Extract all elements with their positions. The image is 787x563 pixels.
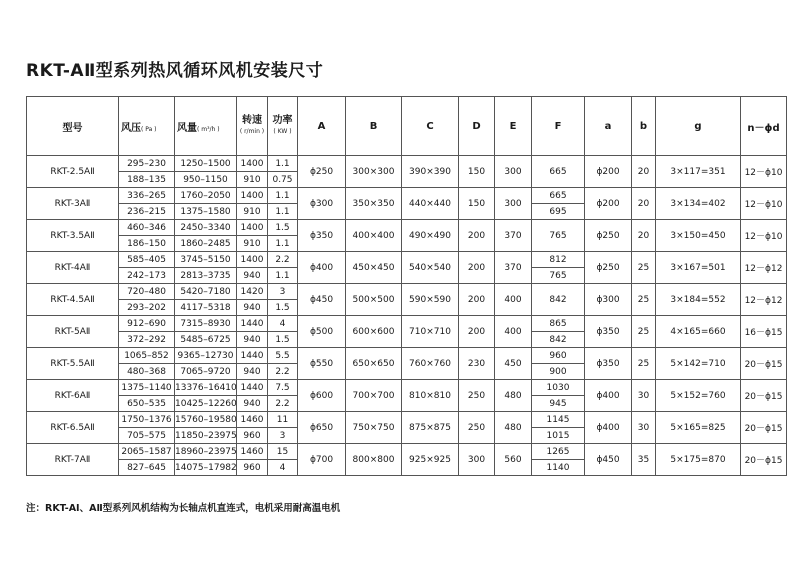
pressure-cell: 912–690 <box>119 316 175 332</box>
dim-F-cell: 1145 <box>532 412 585 428</box>
model-cell: RKT-6AⅡ <box>27 380 119 412</box>
speed-cell: 940 <box>237 300 268 316</box>
dim-C-cell: 925×925 <box>402 444 459 476</box>
dim-D-cell: 200 <box>459 252 495 284</box>
dim-a-cell: ϕ350 <box>585 348 632 380</box>
airflow-cell: 1860–2485 <box>175 236 237 252</box>
power-cell: 1.1 <box>268 156 298 172</box>
dim-b-cell: 30 <box>632 380 656 412</box>
dim-A-cell: ϕ550 <box>298 348 346 380</box>
footnote: 注：RKT-AⅠ、AⅡ型系列风机结构为长轴点机直连式，电机采用耐高温电机 <box>26 503 341 514</box>
pressure-cell: 1375–1140 <box>119 380 175 396</box>
header-b: b <box>632 97 656 156</box>
header-nd: n－ϕd <box>741 97 787 156</box>
dim-F-cell: 865 <box>532 316 585 332</box>
power-cell: 2.2 <box>268 396 298 412</box>
dim-C-cell: 875×875 <box>402 412 459 444</box>
dim-C-cell: 760×760 <box>402 348 459 380</box>
speed-cell: 1420 <box>237 284 268 300</box>
dim-g-cell: 5×142=710 <box>656 348 741 380</box>
header-speed <box>237 97 268 156</box>
dim-F-cell: 765 <box>532 220 585 252</box>
dim-A-cell: ϕ350 <box>298 220 346 252</box>
dim-D-cell: 250 <box>459 380 495 412</box>
table-row <box>27 444 787 460</box>
airflow-cell: 15760–19580 <box>175 412 237 428</box>
header-D: D <box>459 97 495 156</box>
dim-B-cell: 400×400 <box>346 220 402 252</box>
power-cell: 4 <box>268 316 298 332</box>
header-power <box>268 97 298 156</box>
speed-cell: 1440 <box>237 348 268 364</box>
table-row <box>27 188 787 204</box>
power-cell: 3 <box>268 284 298 300</box>
header-airflow-unit: ( m³/h ) <box>197 125 220 133</box>
airflow-cell: 10425–12260 <box>175 396 237 412</box>
dim-B-cell: 700×700 <box>346 380 402 412</box>
dim-g-cell: 5×152=760 <box>656 380 741 412</box>
airflow-cell: 1760–2050 <box>175 188 237 204</box>
dim-E-cell: 450 <box>495 348 532 380</box>
dim-F-cell: 842 <box>532 332 585 348</box>
power-cell: 7.5 <box>268 380 298 396</box>
speed-cell: 1440 <box>237 316 268 332</box>
dim-B-cell: 600×600 <box>346 316 402 348</box>
header-speed-unit: ( r/min ) <box>239 128 265 135</box>
dimension-table <box>26 96 787 476</box>
dim-B-cell: 450×450 <box>346 252 402 284</box>
dim-nd-cell: 12－ϕ10 <box>741 188 787 220</box>
airflow-cell: 5485–6725 <box>175 332 237 348</box>
speed-cell: 910 <box>237 236 268 252</box>
dim-a-cell: ϕ350 <box>585 316 632 348</box>
power-cell: 1.5 <box>268 332 298 348</box>
page-title: RKT-AⅡ型系列热风循环风机安装尺寸 <box>26 61 324 81</box>
dim-D-cell: 200 <box>459 316 495 348</box>
airflow-cell: 950–1150 <box>175 172 237 188</box>
dim-b-cell: 30 <box>632 412 656 444</box>
pressure-cell: 372–292 <box>119 332 175 348</box>
dim-B-cell: 300×300 <box>346 156 402 188</box>
model-cell: RKT-3AⅡ <box>27 188 119 220</box>
pressure-cell: 295–230 <box>119 156 175 172</box>
dim-F-cell: 1265 <box>532 444 585 460</box>
airflow-cell: 2450–3340 <box>175 220 237 236</box>
airflow-cell: 7315–8930 <box>175 316 237 332</box>
dim-a-cell: ϕ400 <box>585 380 632 412</box>
dim-C-cell: 590×590 <box>402 284 459 316</box>
speed-cell: 1400 <box>237 156 268 172</box>
dim-C-cell: 810×810 <box>402 380 459 412</box>
dim-nd-cell: 12－ϕ12 <box>741 252 787 284</box>
header-row <box>27 97 787 156</box>
dim-F-cell: 1030 <box>532 380 585 396</box>
dim-D-cell: 230 <box>459 348 495 380</box>
power-cell: 15 <box>268 444 298 460</box>
dim-b-cell: 25 <box>632 316 656 348</box>
dim-E-cell: 400 <box>495 284 532 316</box>
dim-F-cell: 695 <box>532 204 585 220</box>
power-cell: 2.2 <box>268 364 298 380</box>
dim-B-cell: 650×650 <box>346 348 402 380</box>
airflow-cell: 7065–9720 <box>175 364 237 380</box>
pressure-cell: 460–346 <box>119 220 175 236</box>
dim-a-cell: ϕ400 <box>585 412 632 444</box>
dim-g-cell: 3×167=501 <box>656 252 741 284</box>
table-row <box>27 412 787 428</box>
header-E: E <box>495 97 532 156</box>
dim-g-cell: 3×184=552 <box>656 284 741 316</box>
dim-A-cell: ϕ650 <box>298 412 346 444</box>
pressure-cell: 480–368 <box>119 364 175 380</box>
dim-nd-cell: 20－ϕ15 <box>741 348 787 380</box>
dim-a-cell: ϕ200 <box>585 156 632 188</box>
model-cell: RKT-4.5AⅡ <box>27 284 119 316</box>
table-row <box>27 348 787 364</box>
header-airflow <box>175 97 237 156</box>
airflow-cell: 1375–1580 <box>175 204 237 220</box>
dim-nd-cell: 12－ϕ12 <box>741 284 787 316</box>
dim-D-cell: 150 <box>459 156 495 188</box>
header-C: C <box>402 97 459 156</box>
table-row <box>27 316 787 332</box>
power-cell: 1.5 <box>268 220 298 236</box>
dim-a-cell: ϕ250 <box>585 252 632 284</box>
pressure-cell: 186–150 <box>119 236 175 252</box>
dim-B-cell: 350×350 <box>346 188 402 220</box>
header-power-unit: ( KW ) <box>273 128 292 135</box>
dim-C-cell: 390×390 <box>402 156 459 188</box>
dim-a-cell: ϕ250 <box>585 220 632 252</box>
dim-B-cell: 750×750 <box>346 412 402 444</box>
dim-E-cell: 300 <box>495 188 532 220</box>
pressure-cell: 1750–1376 <box>119 412 175 428</box>
dim-A-cell: ϕ700 <box>298 444 346 476</box>
dim-F-cell: 960 <box>532 348 585 364</box>
dim-E-cell: 370 <box>495 252 532 284</box>
model-cell: RKT-5AⅡ <box>27 316 119 348</box>
speed-cell: 910 <box>237 204 268 220</box>
dim-F-cell: 945 <box>532 396 585 412</box>
pressure-cell: 188–135 <box>119 172 175 188</box>
dim-F-cell: 900 <box>532 364 585 380</box>
header-airflow-label: 风量 <box>177 122 197 134</box>
header-pressure-label: 风压 <box>121 122 141 134</box>
speed-cell: 940 <box>237 268 268 284</box>
dim-E-cell: 300 <box>495 156 532 188</box>
header-pressure <box>119 97 175 156</box>
dim-E-cell: 560 <box>495 444 532 476</box>
header-A: A <box>298 97 346 156</box>
airflow-cell: 1250–1500 <box>175 156 237 172</box>
dim-D-cell: 250 <box>459 412 495 444</box>
airflow-cell: 3745–5150 <box>175 252 237 268</box>
model-cell: RKT-2.5AⅡ <box>27 156 119 188</box>
dim-C-cell: 440×440 <box>402 188 459 220</box>
power-cell: 1.1 <box>268 268 298 284</box>
header-power-label: 功率 <box>272 115 293 126</box>
power-cell: 1.1 <box>268 236 298 252</box>
power-cell: 5.5 <box>268 348 298 364</box>
table-row <box>27 252 787 268</box>
dim-a-cell: ϕ300 <box>585 284 632 316</box>
speed-cell: 1440 <box>237 380 268 396</box>
model-cell: RKT-6.5AⅡ <box>27 412 119 444</box>
table-body <box>27 156 787 476</box>
pressure-cell: 336–265 <box>119 188 175 204</box>
dim-b-cell: 20 <box>632 220 656 252</box>
pressure-cell: 236–215 <box>119 204 175 220</box>
dim-b-cell: 25 <box>632 284 656 316</box>
table-row <box>27 220 787 236</box>
dim-g-cell: 3×117=351 <box>656 156 741 188</box>
dim-F-cell: 842 <box>532 284 585 316</box>
dim-A-cell: ϕ300 <box>298 188 346 220</box>
airflow-cell: 4117–5318 <box>175 300 237 316</box>
dim-D-cell: 200 <box>459 284 495 316</box>
dim-nd-cell: 16－ϕ15 <box>741 316 787 348</box>
dim-F-cell: 765 <box>532 268 585 284</box>
header-g: g <box>656 97 741 156</box>
dim-nd-cell: 20－ϕ15 <box>741 412 787 444</box>
header-F: F <box>532 97 585 156</box>
dim-g-cell: 5×175=870 <box>656 444 741 476</box>
airflow-cell: 11850–23975 <box>175 428 237 444</box>
airflow-cell: 5420–7180 <box>175 284 237 300</box>
dim-C-cell: 710×710 <box>402 316 459 348</box>
speed-cell: 1460 <box>237 412 268 428</box>
dim-C-cell: 540×540 <box>402 252 459 284</box>
speed-cell: 1400 <box>237 252 268 268</box>
airflow-cell: 14075–17982 <box>175 460 237 476</box>
power-cell: 11 <box>268 412 298 428</box>
dim-a-cell: ϕ450 <box>585 444 632 476</box>
pressure-cell: 827–645 <box>119 460 175 476</box>
speed-cell: 1460 <box>237 444 268 460</box>
dim-F-cell: 812 <box>532 252 585 268</box>
dim-A-cell: ϕ250 <box>298 156 346 188</box>
power-cell: 1.5 <box>268 300 298 316</box>
power-cell: 4 <box>268 460 298 476</box>
dim-A-cell: ϕ500 <box>298 316 346 348</box>
header-B: B <box>346 97 402 156</box>
dim-E-cell: 480 <box>495 412 532 444</box>
pressure-cell: 293–202 <box>119 300 175 316</box>
power-cell: 3 <box>268 428 298 444</box>
airflow-cell: 13376–16410 <box>175 380 237 396</box>
pressure-cell: 720–480 <box>119 284 175 300</box>
pressure-cell: 242–173 <box>119 268 175 284</box>
dim-E-cell: 370 <box>495 220 532 252</box>
dim-C-cell: 490×490 <box>402 220 459 252</box>
dim-A-cell: ϕ450 <box>298 284 346 316</box>
header-speed-label: 转速 <box>242 115 262 126</box>
speed-cell: 960 <box>237 460 268 476</box>
power-cell: 2.2 <box>268 252 298 268</box>
header-pressure-unit: ( Pa ) <box>141 125 157 133</box>
power-cell: 1.1 <box>268 204 298 220</box>
dim-g-cell: 4×165=660 <box>656 316 741 348</box>
dim-E-cell: 480 <box>495 380 532 412</box>
dim-D-cell: 200 <box>459 220 495 252</box>
table-row <box>27 380 787 396</box>
model-cell: RKT-4AⅡ <box>27 252 119 284</box>
speed-cell: 960 <box>237 428 268 444</box>
dim-nd-cell: 12－ϕ10 <box>741 156 787 188</box>
dim-b-cell: 20 <box>632 188 656 220</box>
pressure-cell: 650–535 <box>119 396 175 412</box>
dim-F-cell: 665 <box>532 188 585 204</box>
dim-nd-cell: 20－ϕ15 <box>741 444 787 476</box>
dim-A-cell: ϕ600 <box>298 380 346 412</box>
dim-nd-cell: 20－ϕ15 <box>741 380 787 412</box>
speed-cell: 1400 <box>237 188 268 204</box>
dim-B-cell: 800×800 <box>346 444 402 476</box>
airflow-cell: 2813–3735 <box>175 268 237 284</box>
dim-b-cell: 35 <box>632 444 656 476</box>
speed-cell: 940 <box>237 332 268 348</box>
dim-b-cell: 25 <box>632 252 656 284</box>
speed-cell: 1400 <box>237 220 268 236</box>
pressure-cell: 585–405 <box>119 252 175 268</box>
power-cell: 0.75 <box>268 172 298 188</box>
dim-a-cell: ϕ200 <box>585 188 632 220</box>
dim-D-cell: 150 <box>459 188 495 220</box>
dim-D-cell: 300 <box>459 444 495 476</box>
model-cell: RKT-7AⅡ <box>27 444 119 476</box>
model-cell: RKT-5.5AⅡ <box>27 348 119 380</box>
table-row <box>27 156 787 172</box>
dim-g-cell: 5×165=825 <box>656 412 741 444</box>
dim-B-cell: 500×500 <box>346 284 402 316</box>
speed-cell: 940 <box>237 396 268 412</box>
dim-g-cell: 3×150=450 <box>656 220 741 252</box>
pressure-cell: 705–575 <box>119 428 175 444</box>
dim-F-cell: 665 <box>532 156 585 188</box>
dim-F-cell: 1015 <box>532 428 585 444</box>
model-cell: RKT-3.5AⅡ <box>27 220 119 252</box>
airflow-cell: 18960–23975 <box>175 444 237 460</box>
header-model: 型号 <box>27 97 119 156</box>
airflow-cell: 9365–12730 <box>175 348 237 364</box>
dim-nd-cell: 12－ϕ10 <box>741 220 787 252</box>
table-row <box>27 284 787 300</box>
power-cell: 1.1 <box>268 188 298 204</box>
dim-E-cell: 400 <box>495 316 532 348</box>
dim-A-cell: ϕ400 <box>298 252 346 284</box>
dim-g-cell: 3×134=402 <box>656 188 741 220</box>
pressure-cell: 2065–1587 <box>119 444 175 460</box>
pressure-cell: 1065–852 <box>119 348 175 364</box>
speed-cell: 940 <box>237 364 268 380</box>
dim-b-cell: 20 <box>632 156 656 188</box>
dim-b-cell: 25 <box>632 348 656 380</box>
header-a: a <box>585 97 632 156</box>
dim-F-cell: 1140 <box>532 460 585 476</box>
speed-cell: 910 <box>237 172 268 188</box>
